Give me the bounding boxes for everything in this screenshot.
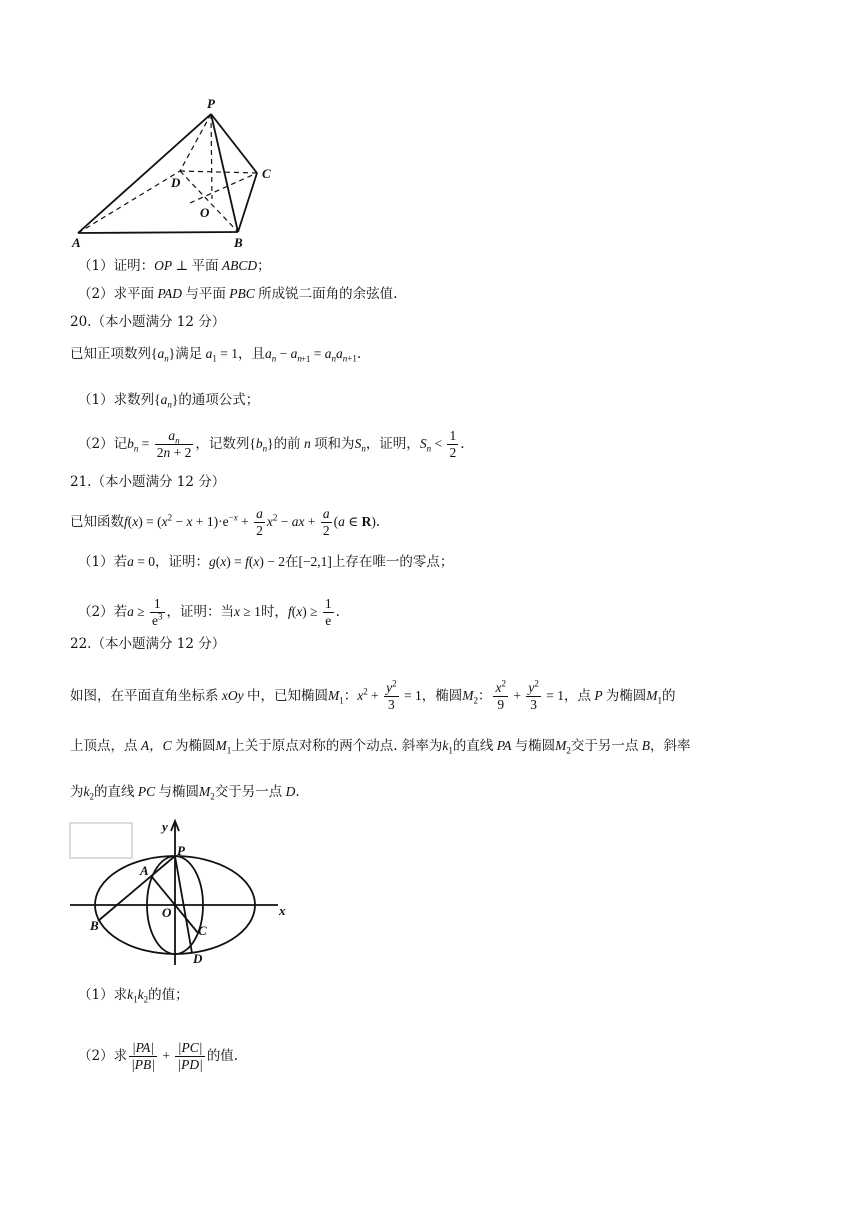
faded-box [70,823,132,858]
label-B: B [90,918,99,933]
edge-PD [180,114,211,171]
q22-line2: 上顶点，点 A，C 为椭圆$M_1$上关于原点对称的两个动点. 斜率为$k_1$的直线 PA 与椭圆$M_2$交于另一点 B，斜率 [70,738,691,756]
q22-header: 22.（本小题满分 12 分） [70,636,226,652]
q22-line1: 如图，在平面直角坐标系 xOy 中，已知椭圆$M_1$：$x^2$ + $\frac{y^2}{3}$ = 1，椭圆$M_2$： $\frac{x^2}{9}$ + $\frac{y^2}{3}$ = 1，点 P 为椭圆$M_1$的 [70,678,676,712]
label-P: P [207,96,215,111]
edge-BC [238,173,257,232]
edge-DC [180,171,257,173]
label-O: O [162,905,172,920]
q22-line3: 为$k_2$的直线 PC 与椭圆$M_2$交于另一点 D. [70,784,300,802]
q20-part2: （2）记$b_n$ = $\frac{a_n}{2n + 2}$ ，记数列$\{b_n\}$的前 n 项和为$S_n$，证明，$S_n$ < $\frac{1}{2}$ . [78,428,465,460]
q21-stem: 已知函数$f(x) = (x^2 - x + 1)\cdot e^{-x}$ + $\frac{a}{2}$ $x^2$ − ax + $\frac{a}{2}$ (a ∈ R). [70,506,381,538]
label-C: C [198,923,207,938]
label-D: D [193,951,203,966]
q20-stem: 已知正项数列$\{a_n\}$满足 $a_1 = 1$，且$a_n - a_{n+1} = a_na_{n+1}$. [70,346,362,364]
q20-part1: （1）求数列$\{a_n\}$的通项公式； [78,392,260,410]
label-A: A [140,863,149,878]
label-A: A [72,235,81,250]
ellipse-figure [66,815,296,970]
label-O: O [200,205,210,220]
edge-AD [78,171,180,233]
edge-AC-half [190,173,257,203]
q19-part1: （1）证明：OP ⊥ 平面 ABCD； [78,258,271,274]
q21-header: 21.（本小题满分 12 分） [70,474,226,490]
edge-DB [180,171,238,232]
edge-AB [78,232,238,233]
q22-part2: （2）求 $\frac{|PA|}{|PB|}$ + $\frac{|PC|}{|PD|}$ 的值. [78,1040,239,1072]
q19-part2: （2）求平面 PAD 与平面 PBC 所成锐二面角的余弦值. [78,286,398,302]
label-B: B [234,235,243,250]
q20-header: 20.（本小题满分 12 分） [70,314,226,330]
label-P: P [177,843,185,858]
label-C: C [262,166,271,181]
label-x: x [279,903,286,918]
q21-part2: （2）若a ≥ $\frac{1}{e^3}$ ，证明：当x ≥ 1时，f(x) ≥ $\frac{1}{e}$ . [78,596,340,628]
q22-part1: （1）求$k_1k_2$的值； [78,987,189,1005]
edge-PA [78,114,211,233]
label-D: D [171,175,181,190]
label-y: y [162,819,168,834]
edge-PO [211,114,212,199]
q21-part1: （1）若a = 0，证明：g(x) = f(x) − 2在[−2,1]上存在唯一的零点； [78,554,454,570]
pyramid-figure [70,95,290,250]
